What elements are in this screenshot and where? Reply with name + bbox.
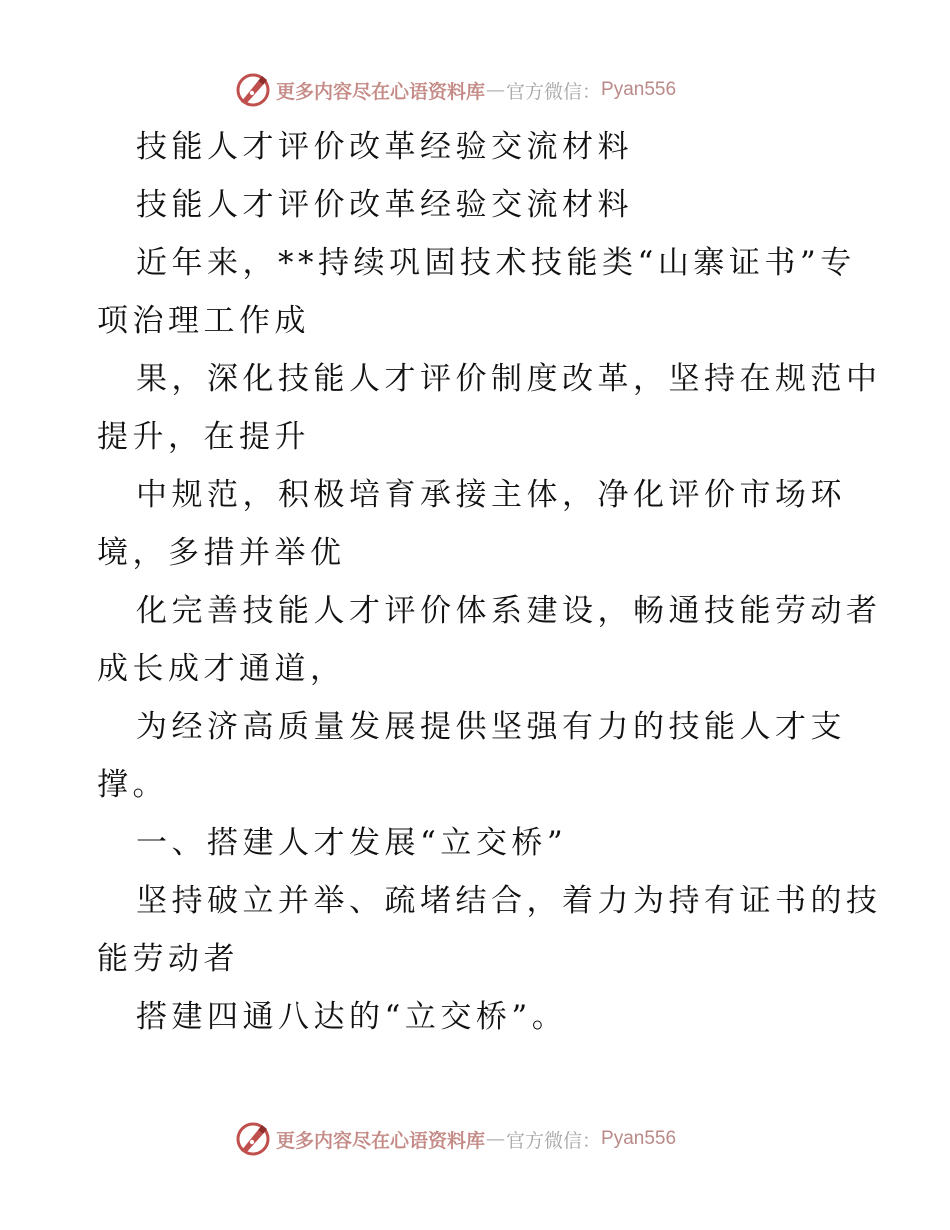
pen-logo-icon [234, 71, 272, 109]
header-watermark [234, 70, 714, 110]
pen-logo-icon [234, 1120, 272, 1158]
paragraph-line: 能劳动者 [97, 941, 239, 977]
paragraph-line: 近年来，**持续巩固技术技能类“山寨证书”专 [136, 245, 856, 281]
paragraph-line: 搭建四通八达的“立交桥”。 [136, 999, 568, 1035]
paragraph-line: 境，多措并举优 [97, 535, 346, 571]
banner-separator: — [486, 79, 506, 101]
site-name: 更多内容尽在心语资料库 [276, 80, 486, 103]
paragraph-line: 化完善技能人才评价体系建设，畅通技能劳动者 [136, 593, 882, 629]
paragraph-line: 提升，在提升 [97, 419, 310, 455]
wechat-label: 官方微信： [506, 1129, 602, 1152]
paragraph-line: 果，深化技能人才评价制度改革，坚持在规范中 [136, 361, 882, 397]
paragraph-line: 坚持破立并举、疏堵结合，着力为持有证书的技 [136, 883, 882, 919]
document-title: 技能人才评价改革经验交流材料 [136, 129, 633, 165]
wechat-id: Pyan556 [601, 79, 677, 100]
site-name: 更多内容尽在心语资料库 [276, 1129, 486, 1152]
paragraph-line: 为经济高质量发展提供坚强有力的技能人才支 [136, 709, 846, 745]
section-heading: 一、搭建人才发展“立交桥” [136, 825, 568, 861]
paragraph-line: 中规范，积极培育承接主体，净化评价市场环 [136, 477, 846, 513]
footer-watermark [234, 1119, 714, 1159]
document-subtitle: 技能人才评价改革经验交流材料 [136, 187, 633, 223]
paragraph-line: 项治理工作成 [97, 303, 310, 339]
banner-separator: — [486, 1128, 506, 1150]
wechat-label: 官方微信： [506, 80, 602, 103]
paragraph-line: 撑。 [97, 767, 168, 803]
wechat-id: Pyan556 [601, 1128, 677, 1149]
paragraph-line: 成长成才通道， [97, 651, 346, 687]
